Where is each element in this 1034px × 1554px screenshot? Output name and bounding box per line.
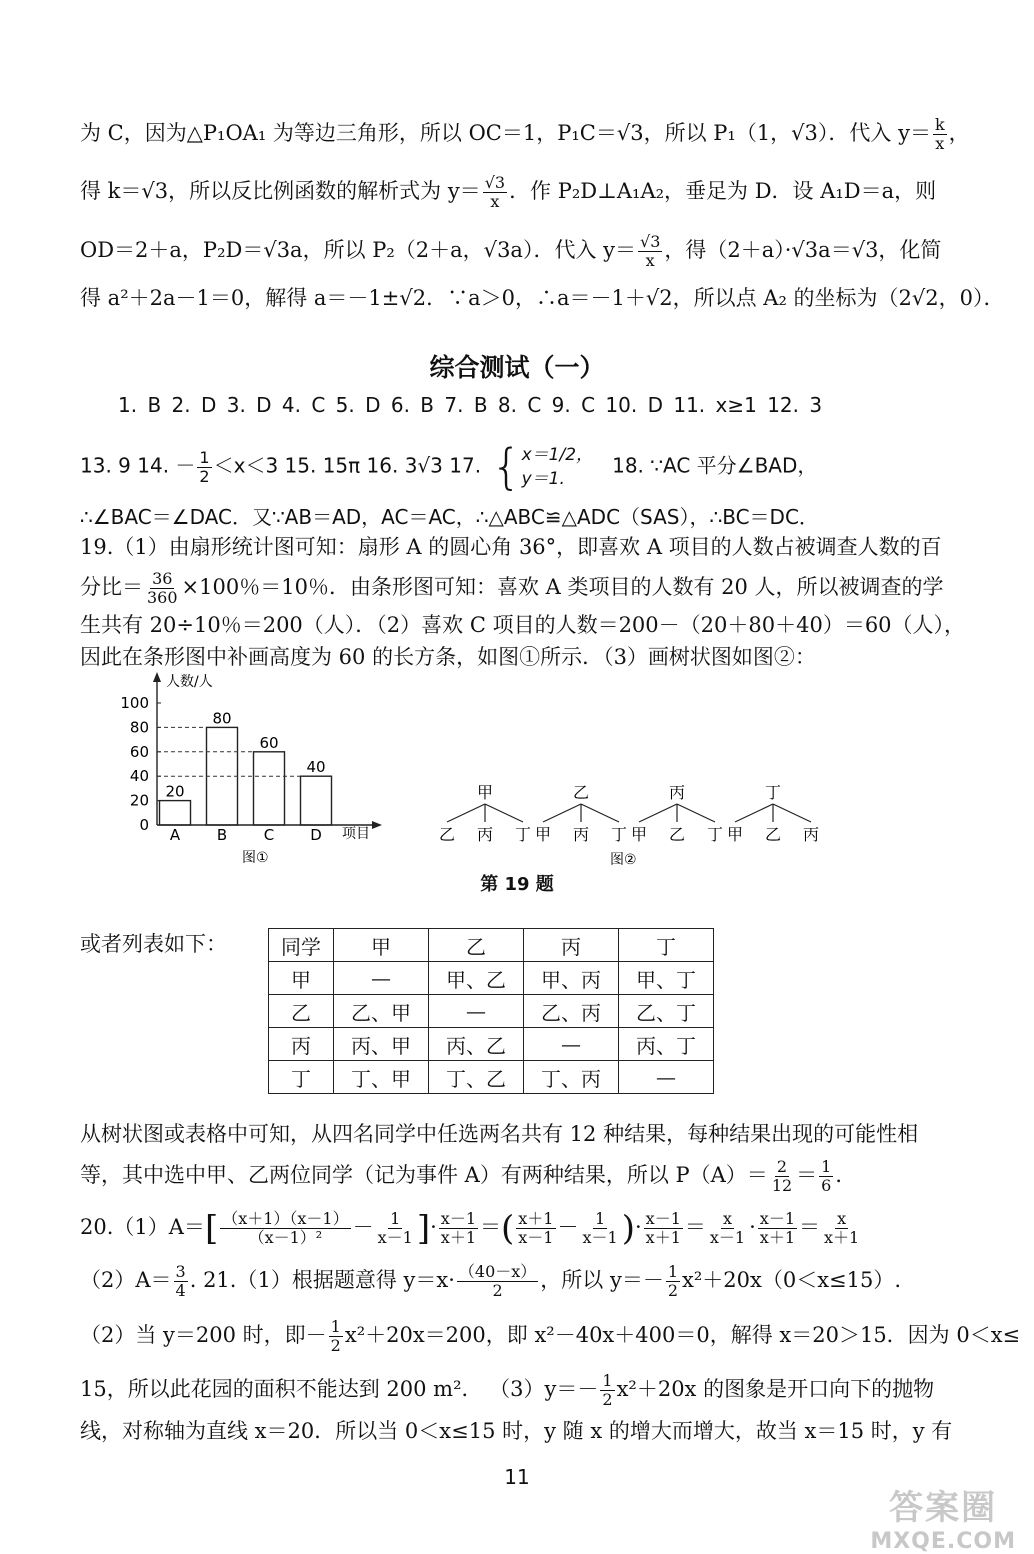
table-cell: 丁 — [269, 1061, 334, 1094]
y-axis-label: 人数/人 — [166, 674, 213, 690]
table-cell: 丁、丙 — [524, 1061, 619, 1094]
table-cell: — — [619, 1061, 714, 1094]
text-line: 线，对称轴为直线 x＝20．所以当 0＜x≤15 时，y 随 x 的增大而增大，故当 x＝15 时，y 有 — [80, 1419, 953, 1443]
section-title: 综合测试（一） — [429, 353, 605, 382]
tree-leaf-label: 甲 — [630, 825, 648, 844]
table-cell: 丙 — [269, 1028, 334, 1061]
text-line: （2）当 y＝200 时，即－ $\frac{1}{2}$ x²＋20x＝200，即 x²－40x＋400＝0，解得 x＝20＞15．因为 0＜x≤ — [80, 1317, 1021, 1355]
text-line: 因此在条形图中补画高度为 60 的长方条，如图①所示．（3）画树状图如图②： — [80, 645, 816, 669]
x-axis-label: 项目 — [342, 826, 370, 842]
text-line: 从树状图或表格中可知，从四名同学中任选两名共有 12 种结果，每种结果出现的可能性相 — [80, 1122, 919, 1146]
tree-leaf-label: 丁 — [514, 825, 532, 844]
text-line: （2）A＝ $\frac{3}{4}$ . 21.（1）根据题意得 y＝x· $\frac{(40-x)}{2}$ ，所以 y＝－ $\frac{1}{2}$ x²＋20x（0＜x≤15）. — [80, 1262, 902, 1300]
watermark-logo: 答案圈 MXQE.COM — [870, 1488, 1016, 1554]
fraction: $\frac{1}{2}$ — [330, 1317, 341, 1355]
y-tick-label: 0 — [139, 816, 149, 834]
text-line: 19.（1）由扇形统计图可知：扇形 A 的圆心角 36°，即喜欢 A 项目的人数占被调查人数的百 — [80, 535, 942, 559]
bar-value-label: 40 — [306, 758, 326, 777]
fraction: $\frac{x}{x-1}$ — [709, 1209, 746, 1247]
x-tick-label: D — [310, 826, 322, 844]
text-line: 15，所以此花园的面积不能达到 200 m²． （3）y＝－ $\frac{1}{2}$ x²＋20x 的图象是开口向下的抛物 — [80, 1371, 935, 1409]
tree-diagram — [430, 778, 830, 868]
x-tick-label: A — [169, 826, 181, 844]
text-line: 得 k＝√3，所以反比例函数的解析式为 y＝ $\frac{√3}{x}$ ．作 P₂D⊥A₁A₂，垂足为 D．设 A₁D＝a，则 — [80, 173, 937, 211]
table-cell: 丙、丁 — [619, 1028, 714, 1061]
table-cell: 甲 — [269, 962, 334, 995]
figure-caption: 第 19 题 — [480, 874, 554, 895]
table-cell: — — [429, 995, 524, 1028]
fraction: $\frac{1}{x-1}$ — [582, 1209, 618, 1247]
x-tick-label: C — [263, 826, 275, 844]
fraction: $\frac{1}{2}$ — [602, 1371, 613, 1409]
x-axis-arrow — [372, 821, 382, 829]
tree-leaf-label: 丙 — [572, 825, 590, 844]
table-header-row — [269, 929, 714, 962]
text-line: 20.（1）A＝[ $\frac{(x+1)(x-1)}{\text{（x－1）²}}$ － $\frac{1}{x-1}$ ]· $\frac{x-1}{x+1}$ ＝( $\frac{x+1}{x-1}$ － $\frac{1}{x-1}$ )· $\frac{x-1}{x+1}$ ＝ $\frac{x}{x-1}$ · $\frac{x-1}{x+1}$ ＝ $\frac{x}{x+1}$ — [80, 1208, 860, 1249]
table-cell: 甲、丁 — [619, 962, 714, 995]
text-line: 分比＝ $\frac{36}{360}$ ×100％＝10％．由条形图可知：喜欢 A 类项目的人数有 20 人，所以被调查的学 — [80, 569, 944, 607]
tree-caption: 图② — [610, 852, 637, 868]
table-cell: 甲、丙 — [524, 962, 619, 995]
fraction: $\frac{x-1}{x+1}$ — [645, 1209, 681, 1247]
page-number: 11 — [504, 1465, 530, 1489]
bar-value-label: 20 — [165, 782, 185, 801]
table-row — [269, 962, 714, 995]
x-tick-label: B — [216, 826, 228, 844]
table-cell: — — [334, 962, 429, 995]
tree-branch — [447, 804, 485, 822]
tree-branch — [735, 804, 773, 822]
table-header-cell: 甲 — [334, 929, 429, 962]
fraction: $\frac{√3}{x}$ — [640, 232, 661, 270]
y-tick-label: 20 — [129, 791, 149, 810]
tree-branch — [485, 804, 523, 822]
bar-value-label: 60 — [259, 733, 279, 752]
table-row — [269, 995, 714, 1028]
table-intro: 或者列表如下： — [80, 932, 227, 956]
table-cell: — — [524, 1028, 619, 1061]
tree-leaf-label: 丙 — [476, 825, 494, 844]
y-tick-label: 100 — [120, 694, 149, 712]
text-line: 为 C，因为△P₁OA₁ 为等边三角形，所以 OC＝1，P₁C＝√3，所以 P₁（1，√3）．代入 y＝ $\frac{k}{x}$ ， — [80, 115, 970, 153]
fraction: $\frac{1}{x-1}$ — [377, 1209, 413, 1247]
fraction: $\frac{x-1}{x+1}$ — [440, 1209, 477, 1247]
tree-root-label: 乙 — [572, 783, 590, 802]
fraction: $\frac{3}{4}$ — [175, 1262, 186, 1300]
tree-branch — [677, 804, 715, 822]
table-row — [269, 1028, 714, 1061]
table-row — [269, 1061, 714, 1094]
tree-root-label: 丁 — [764, 783, 782, 802]
table-cell: 丁、甲 — [334, 1061, 429, 1094]
fraction: $\frac{(x+1)(x-1)}{\text{（x－1）²}}$ — [222, 1209, 349, 1247]
fraction: $\frac{2}{12}$ — [771, 1157, 793, 1195]
chart-caption: 图① — [242, 850, 269, 866]
text-line: 等，其中选中甲、乙两位同学（记为事件 A）有两种结果，所以 P（A）＝ $\frac{2}{12}$ ＝ $\frac{1}{6}$ ． — [80, 1157, 857, 1195]
tree-root-label: 丙 — [668, 783, 686, 802]
tree-leaf-label: 甲 — [726, 825, 744, 844]
fraction: $\frac{√3}{x}$ — [484, 173, 506, 211]
bar — [160, 801, 191, 825]
tree-branch — [543, 804, 581, 822]
y-tick-label: 60 — [129, 742, 149, 761]
fraction: $\frac{x}{x+1}$ — [824, 1209, 860, 1247]
tree-leaf-label: 丁 — [610, 825, 628, 844]
tree-leaf-label: 乙 — [668, 825, 686, 844]
table-cell: 乙、丁 — [619, 995, 714, 1028]
fraction: $\frac{36}{360}$ — [147, 569, 178, 607]
fraction: $\frac{1}{6}$ — [821, 1157, 832, 1195]
answer-row-3: ∴∠BAC＝∠DAC．又∵AB＝AD，AC＝AC，∴△ABC≌△ADC（SAS），∴BC＝DC． — [80, 505, 819, 529]
tree-leaf-label: 乙 — [764, 825, 782, 844]
bar — [254, 752, 285, 825]
fraction: $\frac{1}{2}$ — [667, 1262, 679, 1300]
table-cell: 丙、甲 — [334, 1028, 429, 1061]
pair-table — [268, 928, 714, 1094]
fraction: $\frac{1}{2}$ — [199, 447, 210, 486]
text-line: 得 a²＋2a－1＝0，解得 a＝－1±√2．∵a＞0，∴a＝－1＋√2，所以点 A₂ 的坐标为（2√2，0）． — [80, 286, 1005, 310]
table-header-cell: 丙 — [524, 929, 619, 962]
table-cell: 乙、甲 — [334, 995, 429, 1028]
tree-leaf-label: 丙 — [802, 825, 820, 844]
y-tick-label: 40 — [129, 767, 149, 786]
table-header-cell: 乙 — [429, 929, 524, 962]
answer-row-2: 13. 9 14. － $\frac{1}{2}$ ＜x＜3 15. 15π 16. 3√3 17. { x＝1/2， y＝1. 18. ∵AC 平分∠BAD， — [80, 439, 818, 495]
table-header-cell: 丁 — [619, 929, 714, 962]
y-tick-label: 80 — [129, 718, 149, 737]
fraction: $\frac{(40-x)}{2}$ — [458, 1262, 537, 1300]
tree-leaf-label: 甲 — [534, 825, 552, 844]
fraction: $\frac{k}{x}$ — [934, 115, 945, 153]
text-line: 生共有 20÷10％＝200（人）．（2）喜欢 C 项目的人数＝200－（20＋80＋40）＝60（人）， — [80, 613, 966, 637]
bar-value-label: 80 — [212, 709, 232, 728]
bar-chart — [110, 670, 390, 870]
fraction: $\frac{x-1}{x+1}$ — [759, 1209, 796, 1247]
y-axis-arrow — [153, 672, 161, 682]
table-cell: 乙、丙 — [524, 995, 619, 1028]
tree-branch — [639, 804, 677, 822]
text-line: OD＝2＋a，P₂D＝√3a，所以 P₂（2＋a，√3a）．代入 y＝ $\frac{√3}{x}$ ，得（2＋a）·√3a＝√3，化简 — [80, 232, 942, 270]
tree-root-label: 甲 — [476, 783, 494, 802]
tree-leaf-label: 乙 — [438, 825, 456, 844]
tree-leaf-label: 丁 — [706, 825, 724, 844]
tree-branch — [581, 804, 619, 822]
table-header-cell: 同学 — [269, 929, 334, 962]
table-cell: 乙 — [269, 995, 334, 1028]
tree-branch — [773, 804, 811, 822]
table-cell: 甲、乙 — [429, 962, 524, 995]
table-cell: 丙、乙 — [429, 1028, 524, 1061]
bar — [301, 776, 332, 825]
equation-system: { x＝1/2， y＝1. — [491, 439, 594, 495]
answer-row-1: 1. B 2. D 3. D 4. C 5. D 6. B 7. B 8. C 9. C 10. D 11. x≥1 12. 3 — [118, 393, 823, 417]
fraction: $\frac{x+1}{x-1}$ — [518, 1209, 554, 1247]
table-cell: 丁、乙 — [429, 1061, 524, 1094]
